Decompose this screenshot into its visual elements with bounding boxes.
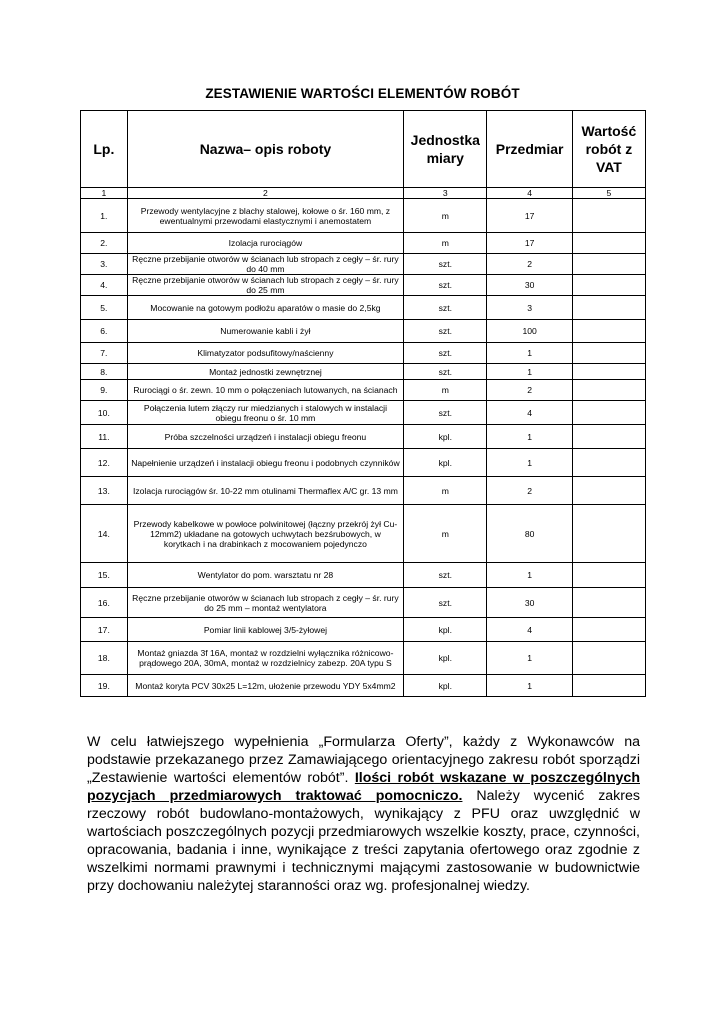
- table-row: [81, 254, 646, 275]
- row-description: Wentylator do pom. warsztatu nr 28: [127, 563, 403, 588]
- table-row: [81, 401, 646, 425]
- row-number: 13.: [81, 477, 128, 505]
- row-unit: kpl.: [404, 618, 487, 642]
- row-quantity: 2: [487, 477, 572, 505]
- row-unit: m: [404, 233, 487, 254]
- row-number: 17.: [81, 618, 128, 642]
- column-number: 5: [572, 188, 645, 199]
- header-value: [572, 111, 645, 188]
- row-description: Izolacja rurociągów śr. 10-22 mm otulinami Thermaflex A/C gr. 13 mm: [127, 477, 403, 505]
- table-row: [81, 563, 646, 588]
- table-row: [81, 618, 646, 642]
- row-description: Ręczne przebijanie otworów w ścianach lub stropach z cegły – śr. rury do 25 mm: [127, 275, 403, 296]
- row-unit: szt.: [404, 364, 487, 380]
- row-description: Połączenia lutem złączy rur miedzianych i stalowych w instalacji obiegu freonu o śr. 10 mm: [127, 401, 403, 425]
- row-number: 5.: [81, 296, 128, 320]
- row-unit: m: [404, 199, 487, 233]
- row-unit: kpl.: [404, 425, 487, 449]
- header-lp: Lp.: [81, 111, 128, 188]
- row-value: [572, 343, 645, 364]
- table-row: [81, 449, 646, 477]
- row-description: Pomiar linii kablowej 3/5-żyłowej: [127, 618, 403, 642]
- row-description: Montaż gniazda 3f 16A, montaż w rozdzielni wyłącznika różnicowo-prądowego 20A, 30mA, montaż w rozdzielnicy zabezp. 20A typu S: [127, 642, 403, 675]
- row-value: [572, 364, 645, 380]
- instructions-text-2: Należy wycenić zakres rzeczowy robót budowlano-montażowych, wynikający z PFU oraz uwzględnić w wartościach poszczególnych pozycji przedmiarowych wszelkie koszty, prace, czynności, opracowania, badania i inne, wynikające z treści zapytania ofertowego oraz zgodnie z wszelkimi normami prawnymi i technicznymi mającymi zastosowanie w budownictwie przy dochowaniu należytej staranności oraz wg. profesjonalnej wiedzy.: [87, 788, 640, 894]
- header-unit-line1: Jednostka: [410, 132, 480, 148]
- row-value: [572, 380, 645, 401]
- row-value: [572, 320, 645, 343]
- row-quantity: 1: [487, 675, 572, 697]
- row-number: 15.: [81, 563, 128, 588]
- row-unit: szt.: [404, 320, 487, 343]
- row-number: 18.: [81, 642, 128, 675]
- works-table: [80, 110, 646, 697]
- row-quantity: 1: [487, 563, 572, 588]
- table-row: [81, 380, 646, 401]
- row-number: 19.: [81, 675, 128, 697]
- row-unit: kpl.: [404, 449, 487, 477]
- row-unit: kpl.: [404, 642, 487, 675]
- row-number: 9.: [81, 380, 128, 401]
- table-row: [81, 477, 646, 505]
- row-unit: kpl.: [404, 675, 487, 697]
- row-value: [572, 254, 645, 275]
- row-quantity: 80: [487, 505, 572, 563]
- instructions-paragraph: [87, 733, 640, 895]
- table-row: [81, 675, 646, 697]
- row-description: Klimatyzator podsufitowy/naścienny: [127, 343, 403, 364]
- row-unit: m: [404, 505, 487, 563]
- row-value: [572, 675, 645, 697]
- row-value: [572, 199, 645, 233]
- row-description: Przewody kabelkowe w powłoce polwinitowej (łączny przekrój żył Cu-12mm2) układane na gotowych uchwytach bezśrubowych, w korytkach i na drabinkach z mocowaniem pojedynczo: [127, 505, 403, 563]
- column-number: 3: [404, 188, 487, 199]
- table-row: [81, 588, 646, 618]
- row-value: [572, 296, 645, 320]
- header-value-line3: VAT: [595, 159, 622, 175]
- row-value: [572, 477, 645, 505]
- table-row: [81, 320, 646, 343]
- table-row: [81, 642, 646, 675]
- header-value-line2: robót z: [585, 141, 633, 157]
- row-value: [572, 588, 645, 618]
- column-number: 4: [487, 188, 572, 199]
- row-quantity: 17: [487, 199, 572, 233]
- row-unit: szt.: [404, 343, 487, 364]
- row-description: Izolacja rurociągów: [127, 233, 403, 254]
- row-description: Ręczne przebijanie otworów w ścianach lub stropach z cegły – śr. rury do 25 mm – montaż wentylatora: [127, 588, 403, 618]
- row-description: Rurociągi o śr. zewn. 10 mm o połączeniach lutowanych, na ścianach: [127, 380, 403, 401]
- column-number: 2: [127, 188, 403, 199]
- column-number-row: [81, 188, 646, 199]
- row-unit: szt.: [404, 296, 487, 320]
- row-number: 12.: [81, 449, 128, 477]
- row-number: 4.: [81, 275, 128, 296]
- row-number: 1.: [81, 199, 128, 233]
- row-number: 3.: [81, 254, 128, 275]
- row-number: 16.: [81, 588, 128, 618]
- row-description: Mocowanie na gotowym podłożu aparatów o masie do 2,5kg: [127, 296, 403, 320]
- table-header-row: [81, 111, 646, 188]
- row-quantity: 100: [487, 320, 572, 343]
- row-number: 2.: [81, 233, 128, 254]
- table-row: [81, 505, 646, 563]
- table-row: [81, 199, 646, 233]
- header-unit-line2: miary: [426, 150, 464, 166]
- row-quantity: 2: [487, 254, 572, 275]
- row-description: Próba szczelności urządzeń i instalacji obiegu freonu: [127, 425, 403, 449]
- row-description: Ręczne przebijanie otworów w ścianach lub stropach z cegły – śr. rury do 40 mm: [127, 254, 403, 275]
- instructions-emphasis: Ilości robót wskazane w poszczególnych pozycjach przedmiarowych traktować pomocniczo.: [87, 770, 640, 804]
- row-quantity: 4: [487, 618, 572, 642]
- row-description: Montaż koryta PCV 30x25 L=12m, ułożenie przewodu YDY 5x4mm2: [127, 675, 403, 697]
- row-description: Montaż jednostki zewnętrznej: [127, 364, 403, 380]
- table-row: [81, 343, 646, 364]
- row-unit: m: [404, 380, 487, 401]
- column-number: 1: [81, 188, 128, 199]
- row-quantity: 1: [487, 642, 572, 675]
- row-description: Napełnienie urządzeń i instalacji obiegu freonu i podobnych czynników: [127, 449, 403, 477]
- row-quantity: 17: [487, 233, 572, 254]
- row-unit: szt.: [404, 401, 487, 425]
- row-quantity: 1: [487, 425, 572, 449]
- row-value: [572, 425, 645, 449]
- row-number: 7.: [81, 343, 128, 364]
- row-number: 6.: [81, 320, 128, 343]
- row-value: [572, 233, 645, 254]
- row-quantity: 4: [487, 401, 572, 425]
- row-value: [572, 618, 645, 642]
- header-qty: Przedmiar: [487, 111, 572, 188]
- instructions-text-1: W celu łatwiejszego wypełnienia „Formularza Oferty”, każdy z Wykonawców na podstawie przekazanego przez Zamawiającego orientacyjnego zakresu robót sporządzi „Zestawienie wartości elementów robót”.: [87, 734, 640, 786]
- table-row: [81, 425, 646, 449]
- row-quantity: 1: [487, 343, 572, 364]
- row-quantity: 3: [487, 296, 572, 320]
- row-unit: szt.: [404, 254, 487, 275]
- row-value: [572, 505, 645, 563]
- table-row: [81, 364, 646, 380]
- row-value: [572, 449, 645, 477]
- row-quantity: 30: [487, 275, 572, 296]
- row-value: [572, 563, 645, 588]
- row-unit: szt.: [404, 563, 487, 588]
- row-quantity: 1: [487, 449, 572, 477]
- table-row: [81, 275, 646, 296]
- row-value: [572, 642, 645, 675]
- row-value: [572, 275, 645, 296]
- row-number: 10.: [81, 401, 128, 425]
- row-number: 14.: [81, 505, 128, 563]
- header-name: Nazwa– opis roboty: [127, 111, 403, 188]
- header-value-line1: Wartość: [581, 123, 637, 139]
- row-description: Numerowanie kabli i żył: [127, 320, 403, 343]
- row-quantity: 2: [487, 380, 572, 401]
- table-row: [81, 233, 646, 254]
- row-unit: szt.: [404, 588, 487, 618]
- row-unit: szt.: [404, 275, 487, 296]
- row-number: 11.: [81, 425, 128, 449]
- row-quantity: 1: [487, 364, 572, 380]
- row-quantity: 30: [487, 588, 572, 618]
- row-unit: m: [404, 477, 487, 505]
- row-value: [572, 401, 645, 425]
- row-description: Przewody wentylacyjne z blachy stalowej, kołowe o śr. 160 mm, z ewentualnymi przewodami elastycznymi i anemostatem: [127, 199, 403, 233]
- header-unit: [404, 111, 487, 188]
- row-number: 8.: [81, 364, 128, 380]
- table-row: [81, 296, 646, 320]
- document-title: ZESTAWIENIE WARTOŚCI ELEMENTÓW ROBÓT: [205, 86, 520, 101]
